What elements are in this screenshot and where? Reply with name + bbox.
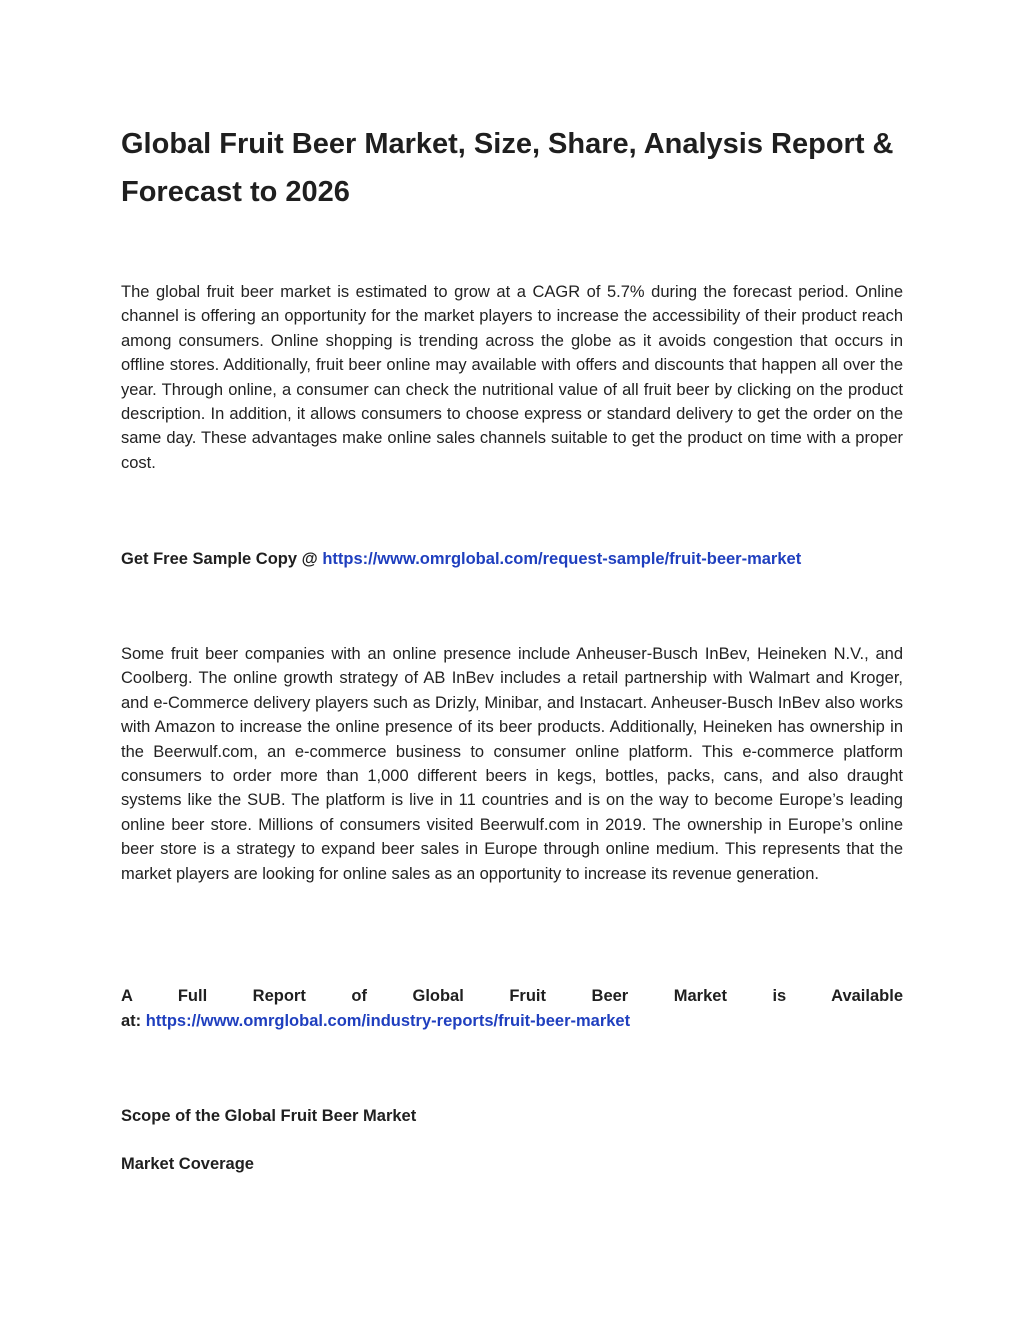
full-report-link-line <box>121 1009 903 1033</box>
scope-heading: Scope of the Global Fruit Beer Market <box>121 1107 417 1125</box>
full-report-label: A Full Report of Global Fruit Beer Market is Available <box>121 987 903 1005</box>
sample-copy-link[interactable]: https://www.omrglobal.com/request-sample/fruit-beer-market <box>322 550 802 568</box>
intro-body: is estimated to grow at a CAGR of 5.7% during the forecast period. Online channel is offering an opportunity for the market players to increase the accessibility of their product reach among consumers. Online shopping is trending across the globe as it avoids congestion that occurs in offline stores. Additionally, fruit beer online may available with offers and discounts that happen all over the year. Through online, a consumer can check the nutritional value of all fruit beer by clicking on the product description. In addition, it allows consumers to choose express or standard delivery to get the order on the same day. These advantages make online sales channels suitable to get the product on time with a proper cost. <box>121 283 903 472</box>
intro-prefix: The <box>121 283 156 301</box>
sample-copy-line <box>121 547 903 571</box>
market-coverage-heading: Market Coverage <box>121 1155 254 1173</box>
companies-paragraph: Some fruit beer companies with an online presence include Anheuser-Busch InBev, Heineken N.V., and Coolberg. The online growth strategy of AB InBev includes a retail partnership with Walmart and Kroger, and e-Commerce delivery players such as Drizly, Minibar, and Instacart. Anheuser-Busch InBev also works with Amazon to increase the online presence of its beer products. Additionally, Heineken has ownership in the Beerwulf.com, an e-commerce business to consumer online platform. This e-commerce platform consumers to order more than 1,000 different beers in kegs, bottles, packs, cans, and also draught systems like the SUB. The platform is live in 11 countries and is on the way to become Europe’s leading online beer store. Millions of consumers visited Beerwulf.com in 2019. The ownership in Europe’s online beer store is a strategy to expand beer sales in Europe through online medium. This represents that the market players are looking for online sales as an opportunity to increase its revenue generation. <box>121 645 903 883</box>
intro-paragraph <box>121 280 903 475</box>
intro-highlight-link[interactable]: global fruit beer market <box>156 283 331 301</box>
full-report-link[interactable]: https://www.omrglobal.com/industry-reports/fruit-beer-market <box>145 1012 631 1030</box>
sample-copy-label: Get Free Sample Copy @ <box>121 550 323 568</box>
full-report-at-label: at: <box>121 1012 146 1030</box>
document-title: Global Fruit Beer Market, Size, Share, Analysis Report & Forecast to 2026 <box>121 128 894 208</box>
